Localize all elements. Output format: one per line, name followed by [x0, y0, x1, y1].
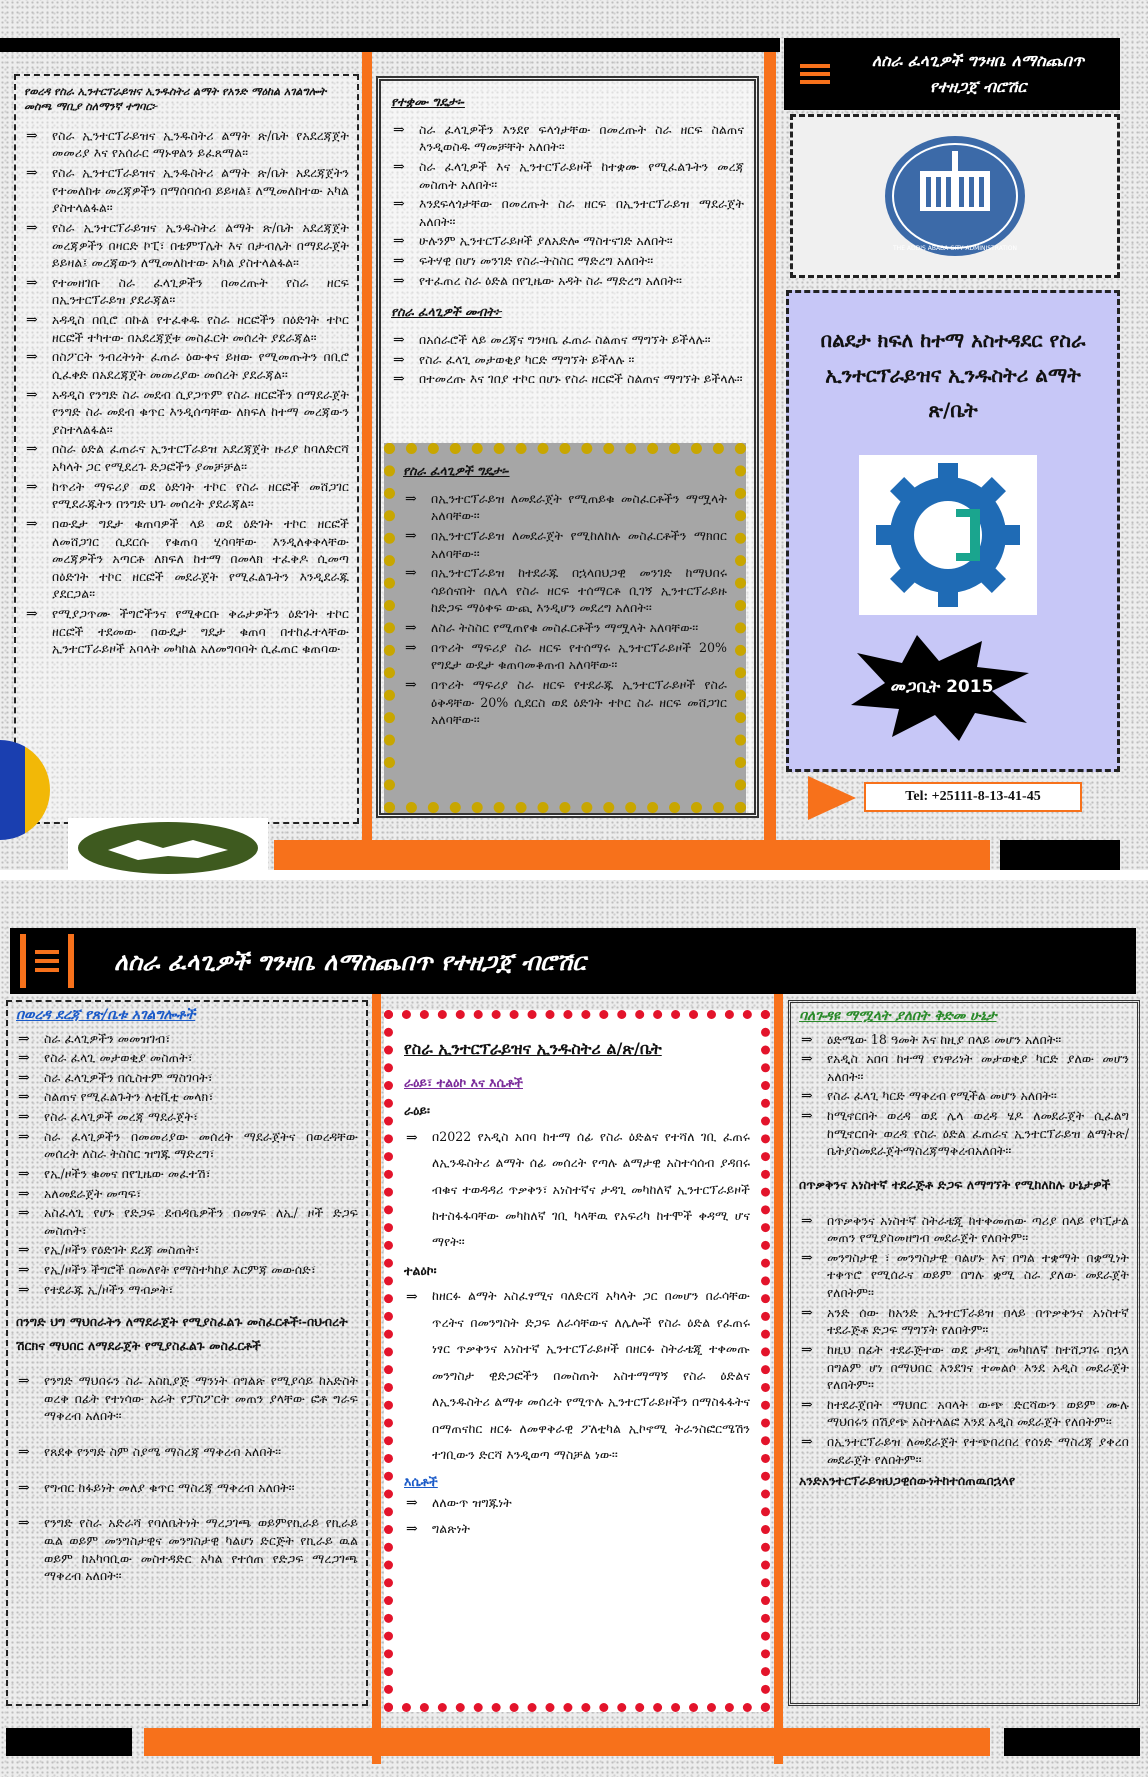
- gear-logo: [859, 455, 1037, 615]
- top-mid-heading-obligations: የተቋሙ ግዴታ፡-: [391, 94, 465, 109]
- list-item: ⇒ የንግድ ማህበሩን ስራ አስኪያጅ ማንነት በግልጽ የሚያሳይ ከአድስት ወረቅ በፊት የተነሳው አራት የፓስፖርት መጠን ያላቸው ፎቶ ግራፍ ማቅረብ አለበት፡፡: [16, 1372, 358, 1425]
- bottom-mid-title: የስራ ኢንተርፕራይዝና ኢንዱስትሪ ል/ጽ/ቤት: [404, 1039, 662, 1058]
- bottom-right-list-2: [799, 1212, 1129, 1469]
- office-title: በልደታ ክፍለ ከተማ አስተዳደር የስራ ኢንተርፕራይዝና ኢንዱስትሪ ልማት ጽ/ቤት: [820, 328, 1086, 422]
- bottom-banner: [10, 928, 1136, 994]
- bottom-right-heading-2: በጥቃቅንና አነስተኛ ተደራጅቶ ድጋፍ ለማግኘት የሚከለከሉ ሁኔታዎች: [799, 1176, 1111, 1192]
- list-item: ⇒ የስራ ፈላጊ መታወቂያ ካርድ ማግኘት ይችላሉ ፡፡: [391, 351, 744, 369]
- bottom-mid-column: [400, 1026, 754, 1696]
- list-item: ⇒ ስራ ፈላጊዎችን እንደየ ፍላጎታቸው በመረጡት ስራ ዘርፍ ስልጠና እንዲወስዱ ማመቻቸት አለበት፡፡: [391, 121, 744, 156]
- top-mid-list-3: [403, 490, 727, 729]
- list-item: ⇒ አስፈላጊ የሆኑ የድጋፍ ደብዳቤዎችን በመፃፍ ለኢ/ ዞች ድጋፍ መስጠት፣: [16, 1204, 358, 1239]
- list-item: ⇒ በኢንተርፕራይዝ ለመደራጀት የተጭበረበረ የሰነድ ማስረጃ ያቀረበ መደራጀት የለበትም፡፡: [799, 1433, 1129, 1468]
- values-list: [404, 1494, 750, 1537]
- bottom-footer-black-left: [6, 1728, 132, 1756]
- mission-list: [404, 1283, 750, 1468]
- list-item: ⇒ የአዲስ አበባ ከተማ የነዋሪነት መታወቂያ ካርድ ያለው መሆን አለበት፡፡: [799, 1050, 1129, 1085]
- list-item: ⇒ የኢ/ዞችን ቁመና በየጊዜው መፈተሽ፣: [16, 1165, 358, 1183]
- top-mid-heading-rights: የስራ ፈላጊዎች መብት፦: [391, 304, 502, 320]
- top-mid-starred-box: [384, 443, 746, 813]
- list-item: ⇒ ስልጠና የሚፈልጉትን ለቲቪቲ መላክ፣: [16, 1088, 358, 1106]
- banner-title: ለስራ ፈላጊዎች ግንዛቤ ለማስጨበጥ የተዘጋጀ ብሮሽር: [114, 946, 586, 976]
- bottom-orange-rule-2: [774, 994, 783, 1764]
- list-item: ⇒ በተመረጡ እና ገበያ ተኮር በሆኑ የስራ ዘርፎች ስልጠና ማግኘት ይችላሉ፡፡: [391, 370, 744, 388]
- list-item: ⇒ በስራ ዕድል ፈጠራና ኢንተርፕራይዝ አደረጃጀት ዙሪያ ከባለድርሻ አካላት ጋር የሚደረጉ ድጋፎችን ያመቻቻል፡፡: [24, 440, 349, 475]
- list-item: ⇒ በውዴታ ግዴታ ቁጠባዎች ላይ ወደ ዕድገት ተኮር ዘርፎች ለመሸጋገር ሲደርሱ የቁጠባ ሂሳባቸው እንዲለቀቅላቸው መረጃዎችን አጣርቶ ለክፍለ ከተማ በመላክ ተፈቅዶ ሲመጣ በዕድገት ተኮር ዘርፎች መደራጀት የሚፈልጉትን እንዲደራጁ ያደርጋል፡፡: [24, 515, 349, 603]
- top-mid-list-2: [391, 331, 744, 388]
- mission-text: ⇒ ከዘርፉ ልማት አስፈፃሚና ባለድርሻ አካላት ጋር በመሆን በራሳቸው ጥረትና በመንግስት ድጋፍ ለራሳቸውና ለሌሎች የስራ ዕድል የፈጠሩ ነፃር ጥቃቅንና አነስተኛ ኢንተርፕራይዞች በዘርፉ ስትራቴጂ ተቀመጡ መንግስታ ዊድጋፎችን በመስጠት አስተማማኝ የስራ ዕድልና ለኢንዱስትሪ ልማቱ መሰረት የሚጥሉ ኢንተርፕራይዞችን በማስፋፋትና በማጠናከር ዘርፉ ለመዋቅራዊ ፖለቲካል ኢኮኖሚ ትራንስፎርሜሽን ተገቢውን ድርሻ እንዲወጣ ማስቻል ነው፡፡: [404, 1283, 750, 1468]
- list-item: ⇒ የተመዘገቡ ስራ ፈላጊዎችን በመረጡት የስራ ዘርፍ በኢንተርፕራይዝ ያደራጃል፡፡: [24, 274, 349, 309]
- list-item: ⇒ በኢንተርፕራይዝ ከተደራጁ በኋላበህጋዊ መንገድ ከማህበሩ ሳይሰናበት በሌላ የስራ ዘርፍ ተሰማርቶ ቢገኝ ኢንተርፕራይዙ ከድጋፍ ማዕቀፍ ውጪ እንዲሆን መደረግ አለበት፡፡: [403, 564, 727, 617]
- list-item: ⇒ የስራ ኢንተርፕራይዝና ኢንዱስትሪ ልማት ጽ/ቤት አደረጃጀት መረጃዎችን በዛርድ ኮፒ፣ በቴምፕሌት እና በታብሌት በማደራጀት ይይዛል፤ መረጃውን ለሚመለከተው አካል ያስተላልፋል፡፡: [24, 219, 349, 272]
- values-heading: እሴቶች: [404, 1473, 438, 1489]
- list-item: ⇒ በአሰራሮች ላይ መረጃና ግንዛቤ ፈጠራ ስልጠና ማግኘት ይችላሉ፡፡: [391, 331, 744, 349]
- list-item: ⇒ በጥቃቅንና አነስተኛ ስትራቴጂ ከተቀመጠው ጣሪያ በላይ የካፒታል መጠን የሚያስመዘግብ መደራጀት የለበትም፡፡: [799, 1212, 1129, 1247]
- office-box: [786, 290, 1120, 772]
- mission-label: ተልዕኮ፡: [404, 1262, 437, 1278]
- top-footer-black-bar: [1000, 840, 1120, 870]
- bottom-left-subheading: በንግድ ህግ ማህበራትን ለማደራጀት የሚያስፈልጉ መስፈርቶች፡-በህብረት ሽርክና ማህበር ለማደራጀት የሚያስፈልጉ መስፈርቶች: [16, 1314, 348, 1354]
- list-item: ⇒ የግብር ከፋይነት መለያ ቁጥር ማስረጃ ማቅረብ አለበት፡፡: [16, 1479, 358, 1497]
- list-item: ⇒ ፍትሃዊ በሆነ መንገድ የስራ-ትስስር ማድረግ አለበት፡፡: [391, 252, 744, 270]
- list-item: ⇒ የስራ ኢንተርፕራይዝና ኢንዱስትሪ ልማት ጽ/ቤት የአደረጃጀት መመሪያ እና የአሰራር ማኑዋልን ይፈጸማል፡፡: [24, 127, 349, 162]
- list-item: ⇒ ዕድሜው 18 ዓመት እና ከዚያ በላይ መሆን አለበት፡፡: [799, 1031, 1129, 1049]
- vision-label: ራዕይ፡: [404, 1103, 431, 1119]
- list-item: ⇒ የስራ ኢንተርፕራይዝና ኢንዱስትሪ ልማት ጽ/ቤት አደረጃጀትን የተመለከቱ መረጃዎችን በማሰባሰብ ይይዛል፤ ለሚመለከተው አካል ያስተላልፋል፡፡: [24, 164, 349, 217]
- list-item: ⇒ አዳዲስ በቢሮ በኩል የተፈቀዱ የስራ ዘርፎችን በዕድገት ተኮር ዘርፎች ተካተው በአደረጃጀቱ መስፈርት መሰረት ያደራጃል፡፡: [24, 311, 349, 346]
- handshake-icon: [68, 818, 268, 878]
- list-item: ⇒ ከሚኖርበት ወረዳ ወደ ሌላ ወረዳ ሄዶ ለመደራጀት ሲፈልግ ከሚኖርበት ወረዳ የስራ ዕድል ፈጠራና ኢንተርፕራይዝ ልማትጽ/ ቤትያስመደራጀትማስረጃማቅረብአለበት፡፡: [799, 1107, 1129, 1160]
- list-item: ⇒ የጸደቀ የንግድ ስም ስያሜ ማስረጃ ማቅረብ አለበት፡፡: [16, 1443, 358, 1461]
- top-left-column: [14, 74, 359, 824]
- vision-list: [404, 1124, 750, 1256]
- top-mid-heading-duties: የስራ ፈላጊዎች ግዴታ፡-: [403, 463, 510, 478]
- top-mid-list-1: [391, 121, 744, 290]
- date-badge: መጋቢት 2015: [890, 677, 994, 697]
- bottom-mid-subtitle: ራዕይ፣ ተልዕኮ እና እሴቶች: [404, 1075, 523, 1091]
- list-item: ⇒ ሁሉንም ኢንተርፕራይዞች ያለአድሎ ማስተናገድ አለበት፡፡: [391, 232, 744, 250]
- arrow-icon: [808, 776, 856, 820]
- top-left-intro: የወረዳ የስራ ኢንተርፕራይዝና ኢንዱስትሪ ልማት የአንድ ማዕከል አገልግሎት መስጫ ማቢያ ስለማንኛ ተግባር፦: [24, 85, 327, 114]
- list-item: ⇒ የስራ ፈላጊ መታወቂያ መስጠት፣: [16, 1049, 358, 1067]
- list-item: ⇒ መንግስታዊ ፣ መንግስታዊ ባልሆኑ እና በግል ተቋማት በቋሚነት ተቀጥሮ የሚሰራና ወይም በግሉ ቋሚ ስራ ያለው መደራጀት የለበትም፡፡: [799, 1249, 1129, 1302]
- list-item: ⇒ አንድ ሰው ከአንድ ኢንተርፕራይዝ በላይ በጥቃቅንና አነስተኛ ተደራጅቶ ድጋፍ ማግኘት የለበትም፡፡: [799, 1304, 1129, 1339]
- list-item: ⇒ በጥሪት ማፍሪያ ስራ ዘርፍ የተሰማሩ ኢንተርፕራይዞች 20% የግዴታ ውዴታ ቁጠባመቆጠብ አለባቸው፡፡: [403, 639, 727, 674]
- menu-icon: [800, 64, 830, 84]
- list-item: ⇒ ስራ ፈላጊዎች እና ኢንተርፕራይዞች ከተቋሙ የሚፈልጉትን መረጃ መስጠት አለበት፡፡: [391, 158, 744, 193]
- list-item: ⇒ ከጥሪት ማፍሪያ ወደ ዕድገት ተኮር የስራ ዘርፎች መሸጋገር የሚደራጁትን በንግድ ህጉ መሰረት ያደራጃል፡፡: [24, 478, 349, 513]
- brand-title: ለስራ ፈላጊዎች ግንዛቤ ለማስጨበጥ የተዘጋጀ ብሮሽር: [871, 51, 1085, 96]
- list-item: ⇒ የስራ ፈላጊዎች መረጃ ማደራጀት፣: [16, 1108, 358, 1126]
- top-left-list: [24, 127, 349, 658]
- top-footer-orange-bar: [274, 840, 990, 870]
- list-item: ⇒ የሚያጋጥሙ ችግሮችንና የሚቀርቡ ቅሬታዎችን ዕድገት ተኮር ዘርፎች ተደመው በውዴታ ግዴታ ቁጠባ በተከፈተላቸው ኢንተርፕራይዞች አባላት መካከል አለመግባባት ሲፈጠር ቁጠባው: [24, 605, 349, 658]
- list-item: ⇒ ስራ ፈላጊዎችን በሲስተም ማስገባት፣: [16, 1069, 358, 1087]
- list-item: ⇒ በኢንተርፕራይዝ ለመደራጀት የሚጠይቁ መስፈርቶችን ማሟላት አለባቸው፡፡: [403, 490, 727, 525]
- bottom-orange-rule-1: [372, 994, 381, 1764]
- date-starburst: [847, 633, 1037, 743]
- bottom-right-footer: አንድአንተርፕራይዝህጋዊሰውነትከተሰጠዉበኋላየ: [799, 1473, 1016, 1489]
- list-item: ⇒ ከተደራጀበት ማህበር አባላት ውጭ ድርሻውን ወይም ሙሉ ማህበሩን በሽያጭ አስተላልፎ እንደ አዲስ መደራጀት የለበትም፡፡: [799, 1396, 1129, 1431]
- top-brand-header: [784, 38, 1120, 110]
- top-orange-rule-1: [362, 52, 372, 842]
- bottom-right-heading-1: ባለጉዳዩ ማሟላት ያለበት ቅድመ ሁኔታ: [799, 1008, 997, 1024]
- bottom-right-column: [788, 1000, 1140, 1706]
- top-black-strip: [0, 38, 780, 52]
- city-seal-logo: [880, 131, 1030, 261]
- list-item: ⇒ ስራ ፈላጊዎችን በመመሪያው መሰረት ማደራጀትና በወረዳቸው መሰረት ለስራ ትስስር ዝግጁ ማድረግ፣: [16, 1128, 358, 1163]
- list-item: ⇒ ለለውጥ ዝግጁነት: [404, 1494, 750, 1512]
- vision-text: ⇒ በ2022 የአዲስ አበባ ከተማ ሰፊ የስራ ዕድልና የተሻለ ገቢ ፈጠሩ ለኢንዱስትሪ ልማት ሰፊ መሰረት የጣሉ ልማታዊ አስተሳሰብ ያዳበሩ ብቁና ተወዳዳሪ ጥቃቅን፣ አነስተኛና ታዳጊ መካከለኛ ኢንተርፕራይዞች ከተስፋፋባቸው መካከለኛ ገቢ ካላቸዉ የአፍሪካ ከተሞች ቀዳሚ ሆና ማየት፡፡: [404, 1124, 750, 1256]
- bottom-right-list-1: [799, 1031, 1129, 1160]
- list-item: ⇒ አዳዲስ የንግድ ስራ መደብ ሲያጋጥም የስራ ዘርፎችን በማደራጀት የንግድ ስራ መደብ ቁጥር እንዲሰጣቸው ለክፍለ ከተማ መረጃውን ያስተላልፋል፡፡: [24, 386, 349, 439]
- list-item: ⇒ የተፈጠረ ስራ ዕድል በየጊዜው አዳት ስራ ማድረግ አለበት፡፡: [391, 272, 744, 290]
- list-item: ⇒ የስራ ፈላጊ ካርድ ማቅረብ የሚችል መሆን አለበት፡፡: [799, 1087, 1129, 1105]
- list-item: ⇒ የንግድ የስራ አድራሻ የባለቤትነት ማረጋገጫ ወይምየኪራይ የኪራይ ዉል ወይም መንግስታዊና መንግስታዊ ካልሆነ ድርጅት የኪራይ ዉል ወይም ከአካባቢው መስተዳድር አካል የተሰጠ የድጋፍ ማረጋገጫ ማቅረብ አለበት፡፡: [16, 1514, 358, 1585]
- list-item: ⇒ የተደራጁ ኢ/ዞችን ማብቃት፣: [16, 1281, 358, 1299]
- menu-icon: [20, 934, 74, 988]
- list-item: ⇒ የኢ/ዞችን ችግሮች በመለየት የማስተካከያ እርምጃ መውሰድ፣: [16, 1261, 358, 1279]
- bottom-left-list-2: [16, 1372, 358, 1585]
- seal-caption: THE ADDIS ABABA CITY ADMINISTRATION: [893, 245, 1017, 252]
- bottom-left-column: [6, 1000, 368, 1706]
- bottom-footer-black-right: [1004, 1728, 1140, 1756]
- list-item: ⇒ ስራ ፈላጊዎችን መመዝገብ፣: [16, 1030, 358, 1048]
- bottom-left-heading: በወረዳ ደረጃ የጽ/ቤቱ አገልግሎቶች: [16, 1007, 196, 1023]
- list-item: ⇒ በጥሪት ማፍሪያ ስራ ዘርፍ የተደራጁ ኢንተርፕራይዞች የስራ ዕቅዳቸው 20% ሲደርስ ወደ ዕድገት ተኮር ስራ ዘርፍ መሸጋገር አለባቸው፡፡: [403, 676, 727, 729]
- list-item: ⇒ እንደፍላጎታቸው በመረጡት ስራ ዘርፍ በኢንተርፕራይዝ ማደራጀት አለበት፡፡: [391, 195, 744, 230]
- list-item: ⇒ ከዚህ በፊት ተደራጅተው ወደ ታዳጊ መካከለኛ ከተሸጋገሩ በኋላ በግልም ሆነ በማህበር እንደገና ተመልሶ እንደ አዲስ መደራጀት የለበትም፡፡: [799, 1341, 1129, 1394]
- list-item: ⇒ በስፖርት ንብረትነት ፈጠራ ዕውቀና ይዘው የሚመጡትን በቢሮ ሲፈቀድ በአደረጃጀት መመሪያው መሰረት ያደራጃል፡፡: [24, 348, 349, 383]
- seal-box: [790, 114, 1120, 278]
- phone-box: Tel: +25111-8-13-41-45: [864, 782, 1082, 812]
- list-item: ⇒ አለመደራጀት መጣፍ፣: [16, 1185, 358, 1203]
- bottom-left-list-1: [16, 1030, 358, 1299]
- list-item: ⇒ ለስራ ትስስር የሚጠየቁ መስፈርቶችን ማሟላት አለባቸው፡፡: [403, 619, 727, 637]
- list-item: ⇒ በኢንተርፕራይዝ ለመደራጀት የሚከለከሉ መስፈርቶችን ማክበር አለባቸው፡፡: [403, 527, 727, 562]
- bottom-footer-orange-bar: [144, 1728, 990, 1756]
- top-orange-rule-2: [764, 52, 776, 842]
- list-item: ⇒ የኢ/ዞችን የዕድገት ደረጃ መስጠት፣: [16, 1241, 358, 1259]
- list-item: ⇒ ግልጽነት: [404, 1520, 750, 1538]
